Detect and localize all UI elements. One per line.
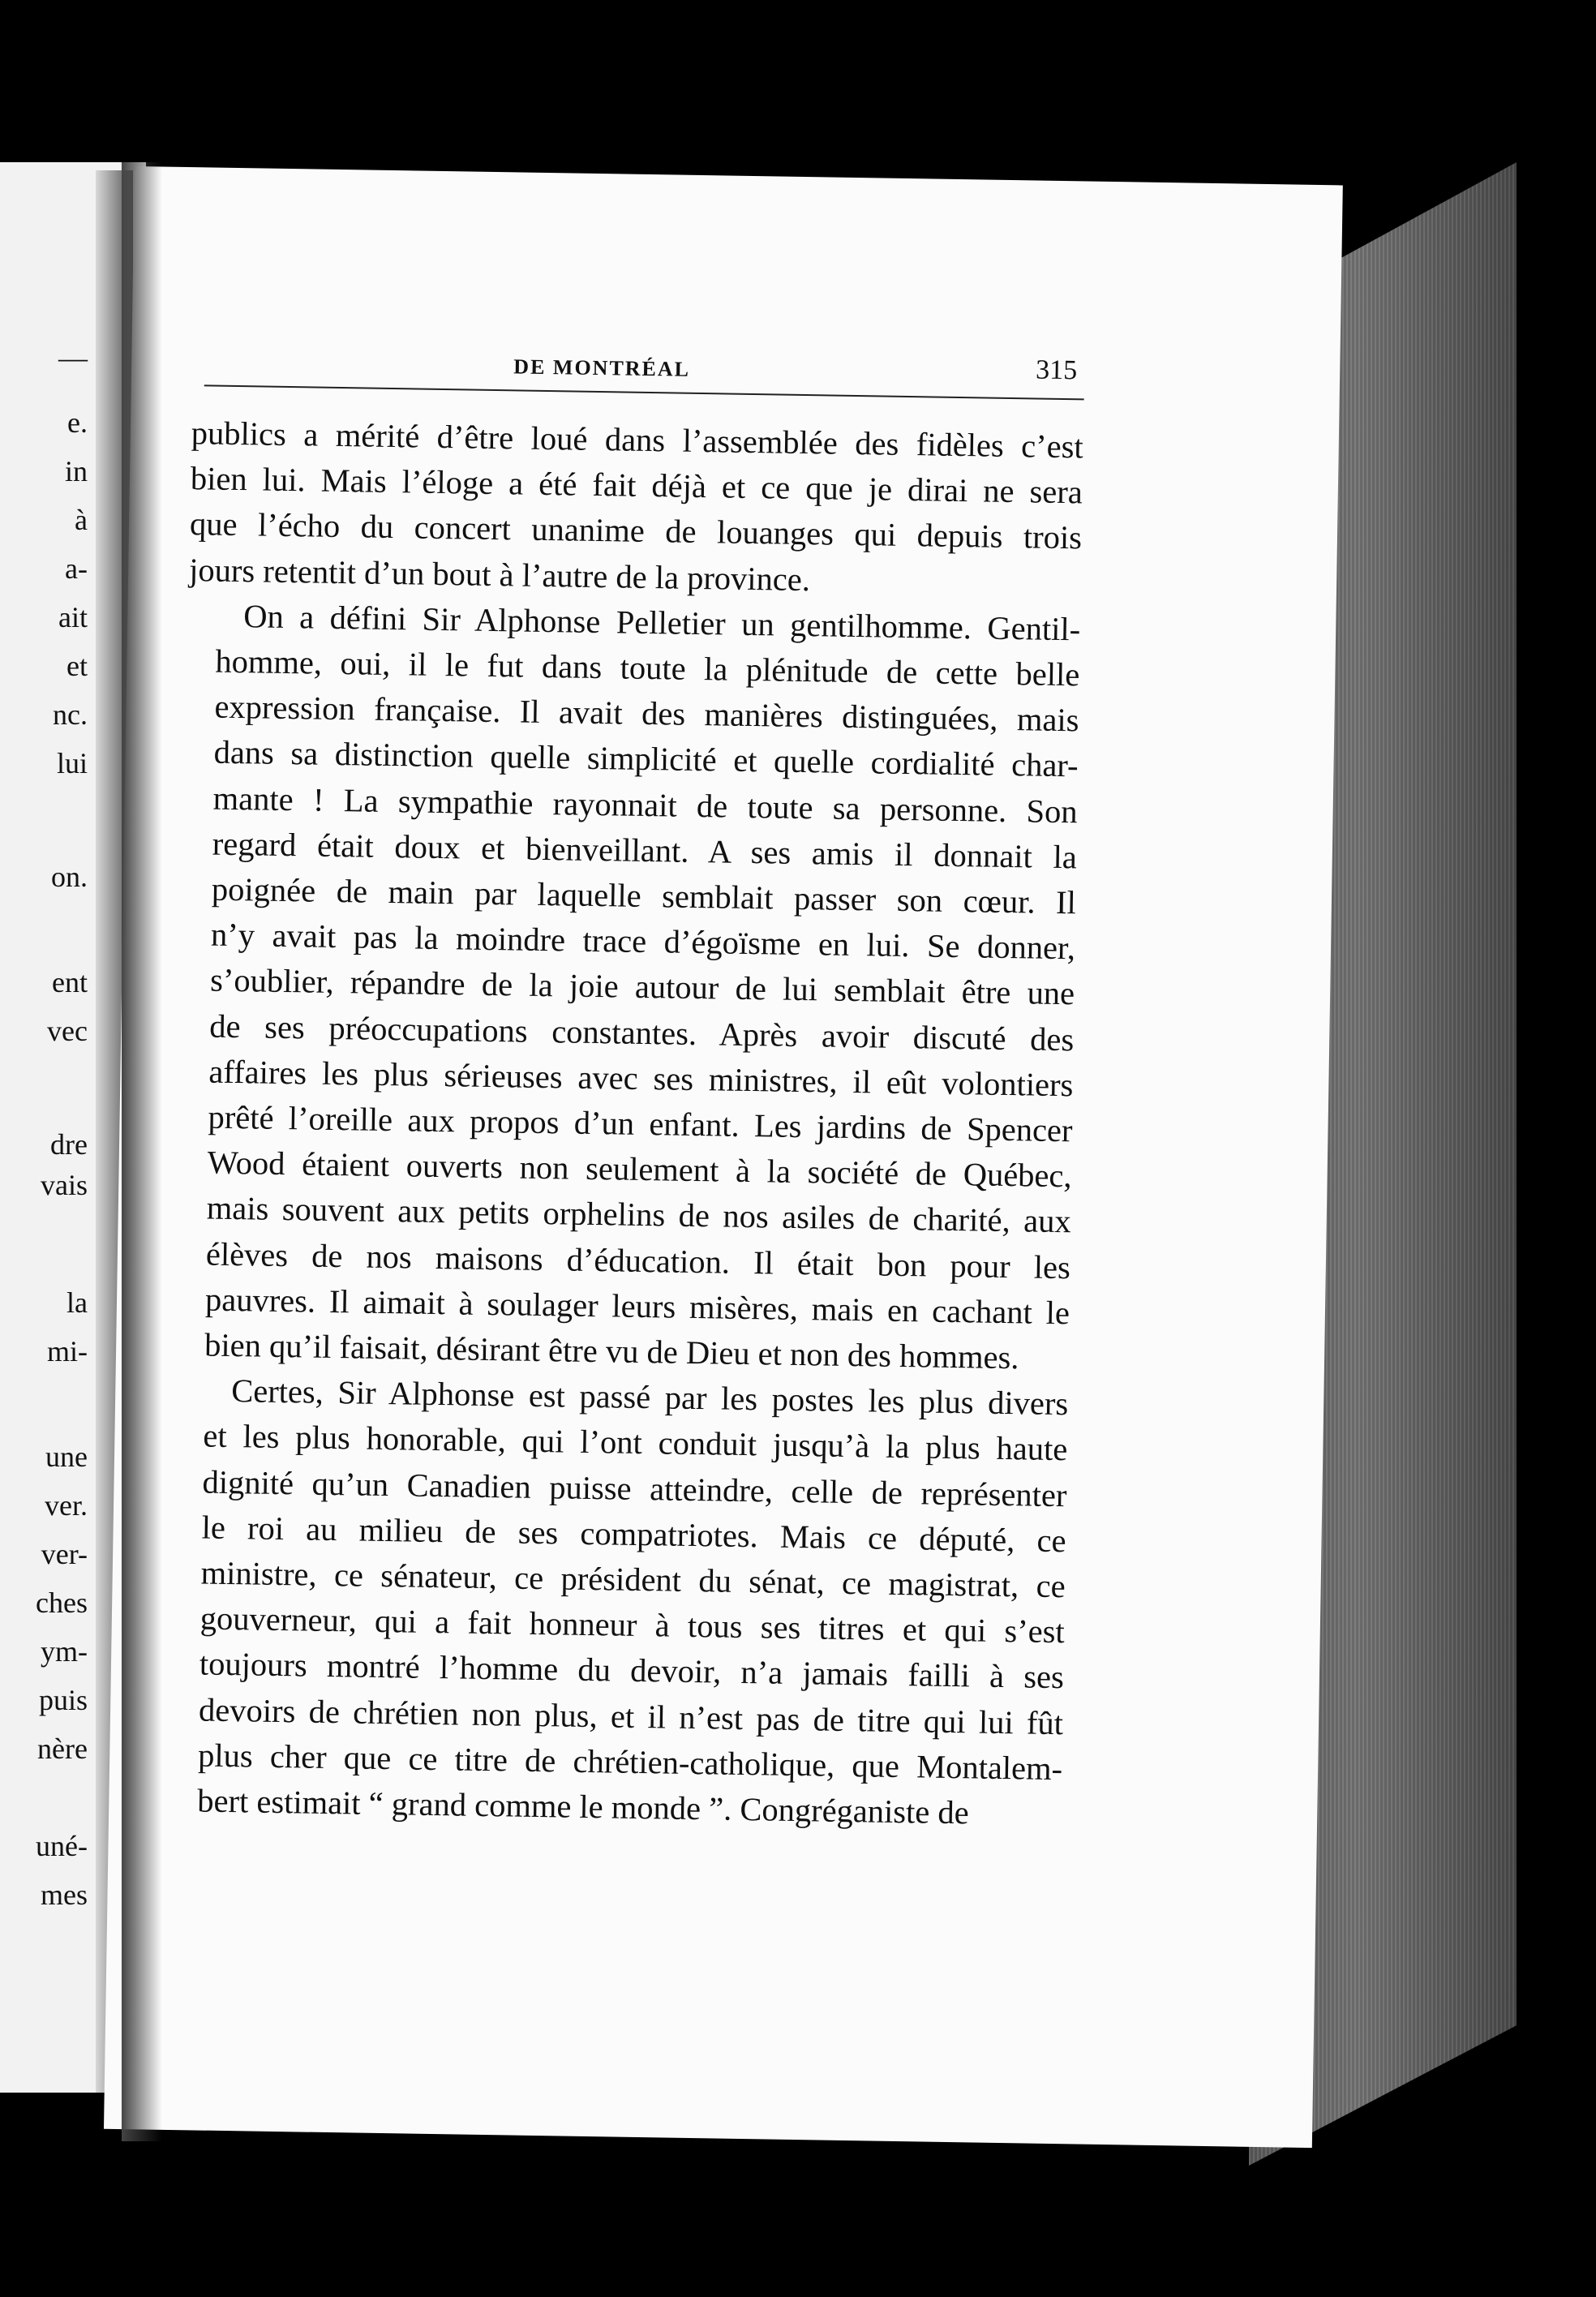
page-number: 315 (1035, 354, 1078, 386)
previous-page-fragment: ver- (41, 1538, 88, 1570)
text-line: mais souvent aux petits orphelins de nos asiles de charité, aux (206, 1190, 1072, 1240)
previous-page-fragment: à (75, 504, 88, 536)
previous-page-fragment: mes (41, 1878, 88, 1911)
previous-page-fragment: uné- (36, 1830, 88, 1862)
previous-page-fragment: nc. (53, 698, 88, 731)
text-line: dans sa distinction quelle simplicité et quelle cordialité char- (213, 734, 1079, 784)
text-line: expression française. Il avait des manières distinguées, mais (214, 688, 1079, 739)
text-line: mante ! La sympathie rayonnait de toute sa personne. Son (212, 779, 1079, 830)
text-line: poignée de main par laquelle semblait passer son cœur. Il (211, 870, 1077, 921)
text-line: bien qu’il faisait, désirant être vu de Dieu et non des hommes. (204, 1326, 1019, 1376)
text-line: pauvres. Il aimait à soulager leurs misères, mais en cachant le (204, 1281, 1070, 1332)
previous-page-fragment: ches (36, 1586, 88, 1619)
previous-page-fragment: — (58, 341, 88, 374)
text-line: n’y avait pas la moindre trace d’égoïsme en lui. Se donner, (210, 916, 1076, 967)
previous-page-fragment: puis (38, 1684, 88, 1716)
body-text (169, 410, 1083, 1837)
paragraph (189, 410, 1083, 607)
text-line: affaires les plus sérieuses avec ses ministres, il eût volontiers (208, 1053, 1074, 1104)
previous-page-fragment: on. (51, 861, 88, 893)
text-line: bert estimait “ grand comme le monde ”. Congréganiste de (197, 1782, 970, 1831)
text-line: jours retentit d’un bout à l’autre de la province. (188, 551, 811, 598)
previous-page-fragment: lui (56, 747, 88, 779)
text-line: de ses préoccupations constantes. Après avoir discuté des (209, 1007, 1075, 1058)
text-line: publics a mérité d’être loué dans l’assemblée des fidèles c’est (191, 414, 1084, 466)
text-line: le roi au milieu de ses compatriotes. Mais ce député, ce (201, 1509, 1066, 1560)
spine-shadow (122, 162, 162, 2141)
text-line: Certes, Sir Alphonse est passé par les postes les plus divers (230, 1372, 1069, 1423)
previous-page-fragment: ent (52, 966, 88, 998)
previous-page-fragment: dre (50, 1128, 88, 1161)
paragraph (169, 1367, 1069, 1837)
previous-page-fragment: nère (37, 1732, 88, 1765)
text-line: s’oublier, répandre de la joie autour de lui semblait être une (209, 962, 1075, 1012)
previous-page-fragment: vec (47, 1015, 88, 1047)
previous-page-fragment: la (66, 1286, 88, 1319)
text-line: bien lui. Mais l’éloge a été fait déjà et ce que je dirai ne sera (190, 460, 1083, 511)
previous-page-fragment: a- (65, 552, 88, 585)
text-line: homme, oui, il le fut dans toute la plénitude de cette belle (215, 642, 1080, 693)
previous-page-fragment: in (64, 455, 88, 487)
previous-page-fragment: ait (58, 601, 88, 633)
paragraph (177, 593, 1081, 1382)
text-line: et les plus honorable, qui l’ont conduit jusqu’à la plus haute (203, 1417, 1068, 1468)
previous-page-fragment: une (45, 1440, 88, 1473)
text-line: devoirs de chrétien non plus, et il n’est pas de titre qui lui fût (198, 1691, 1064, 1741)
book-page (104, 166, 1343, 2148)
previous-page-fragment: et (66, 650, 88, 682)
text-line: que l’écho du concert unanime de louanges qui depuis trois (189, 505, 1083, 556)
previous-page-fragment: e. (67, 406, 88, 439)
text-line: toujours montré l’homme du devoir, n’a jamais failli à ses (199, 1645, 1065, 1696)
text-line: prêté l’oreille aux propos d’un enfant. Les jardins de Spencer (208, 1098, 1073, 1149)
text-line: On a défini Sir Alphonse Pelletier un gentilhomme. Gentil- (242, 597, 1081, 648)
text-line: ministre, ce sénateur, ce président du sénat, ce magistrat, ce (200, 1554, 1066, 1605)
previous-page-fragment: ver. (45, 1489, 88, 1522)
previous-page-fragment: vais (41, 1169, 88, 1201)
header-rule (204, 384, 1084, 400)
text-line: gouverneur, qui a fait honneur à tous ses titres et qui s’est (200, 1599, 1066, 1651)
text-line: Wood étaient ouverts non seulement à la société de Québec, (207, 1144, 1072, 1195)
previous-page-fragment: ym- (41, 1635, 88, 1668)
previous-page-fragment: mi- (47, 1335, 88, 1367)
text-line: dignité qu’un Canadien puisse atteindre, celle de représenter (202, 1463, 1067, 1513)
running-head: DE MONTRÉAL (513, 354, 691, 381)
text-line: regard était doux et bienveillant. A ses amis il donnait la (212, 825, 1078, 876)
text-line: élèves de nos maisons d’éducation. Il était bon pour les (205, 1235, 1071, 1286)
text-line: plus cher que ce titre de chrétien-catholique, que Montalem- (197, 1737, 1063, 1788)
